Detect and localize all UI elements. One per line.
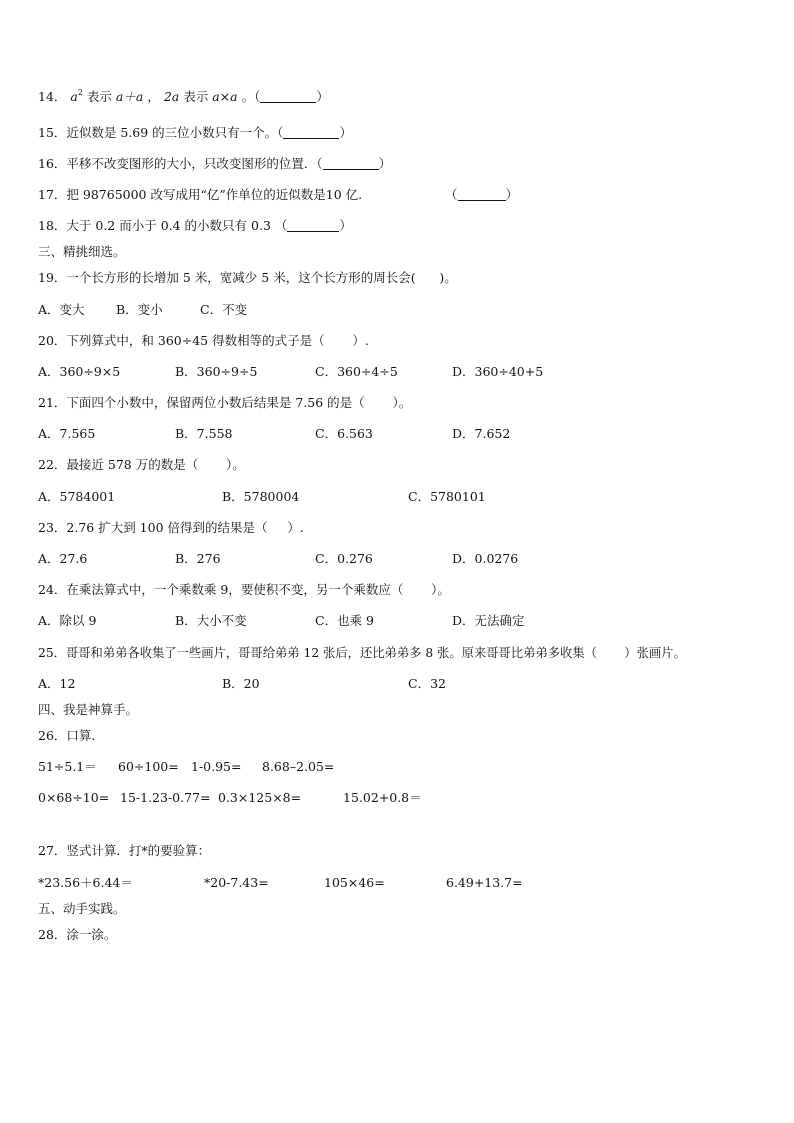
math-variable: a	[70, 89, 78, 104]
option-a[interactable]: A．5784001	[38, 489, 116, 504]
question-22	[38, 457, 245, 473]
options-25	[38, 676, 778, 692]
question-26	[38, 728, 95, 744]
option-c[interactable]: C．32	[408, 676, 446, 691]
text: （	[445, 187, 458, 202]
text: ）	[316, 89, 329, 104]
option-b[interactable]: B．5780004	[222, 489, 300, 504]
options-20	[38, 364, 778, 380]
question-19	[38, 270, 457, 286]
math-item: 0.3×125×8=	[218, 790, 302, 805]
question-24	[38, 582, 450, 598]
options-21	[38, 426, 778, 442]
vertical-calc-items	[38, 875, 778, 891]
options-23	[38, 551, 778, 567]
question-text: 24．在乘法算式中，一个乘数乘 9，要使积不变，另一个乘数应（ ）。	[38, 582, 450, 597]
calc-item: *23.56＋6.44＝	[38, 875, 133, 890]
question-text: 28．涂一涂。	[38, 927, 117, 942]
question-25	[38, 645, 686, 661]
calc-item: 105×46=	[324, 875, 385, 890]
question-21	[38, 395, 411, 411]
answer-blank[interactable]	[283, 126, 339, 139]
text: ）	[378, 156, 392, 171]
text: ）	[505, 187, 519, 202]
option-b[interactable]: B．20	[222, 676, 260, 691]
question-text: 21．下面四个小数中，保留两位小数后结果是 7.56 的是（ ）。	[38, 395, 412, 410]
option-c[interactable]: C．360÷4÷5	[315, 364, 398, 379]
section-heading: 四、我是神算手。	[38, 702, 139, 717]
calc-item: *20-7.43=	[204, 875, 269, 890]
option-a[interactable]: A．7.565	[38, 426, 96, 441]
section-heading: 三、精挑细选。	[38, 244, 126, 259]
math-item: 8.68–2.05=	[262, 759, 335, 774]
question-15	[38, 125, 352, 141]
option-b[interactable]: B．大小不变	[175, 613, 247, 628]
question-text: 23．2.76 扩大到 100 倍得到的结果是（ ）.	[38, 520, 304, 535]
question-number: 14．	[38, 89, 67, 104]
option-b[interactable]: B．276	[175, 551, 221, 566]
question-text: 26．口算.	[38, 728, 96, 743]
section-heading: 五、动手实践。	[38, 901, 126, 916]
math-item: 60÷100=	[118, 759, 179, 774]
mental-math-row-1	[38, 759, 778, 775]
math-expression: a×a	[212, 89, 238, 104]
option-d[interactable]: D．无法确定	[452, 613, 525, 628]
question-text: 18．大于 0.2 而小于 0.4 的小数只有 0.3 （	[38, 218, 288, 233]
option-b[interactable]: B．360÷9÷5	[175, 364, 258, 379]
mental-math-row-2	[38, 790, 778, 806]
option-a[interactable]: A．除以 9	[38, 613, 97, 628]
answer-blank[interactable]	[287, 219, 339, 232]
text: ，	[147, 89, 160, 104]
question-14	[38, 89, 329, 105]
option-a[interactable]: A．360÷9×5	[38, 364, 121, 379]
option-d[interactable]: D．0.0276	[452, 551, 519, 566]
answer-blank[interactable]	[260, 90, 316, 103]
option-a[interactable]: A．27.6	[38, 551, 88, 566]
text: ）	[339, 125, 352, 140]
answer-blank[interactable]	[458, 188, 506, 201]
question-20	[38, 333, 369, 349]
option-b[interactable]: B．变小	[116, 302, 163, 317]
option-b[interactable]: B．7.558	[175, 426, 233, 441]
options-24	[38, 613, 778, 629]
question-17	[38, 187, 362, 203]
option-c[interactable]: C．0.276	[315, 551, 373, 566]
math-expression: a＋a	[115, 89, 144, 104]
question-text: 20．下列算式中，和 360÷45 得数相等的式子是（ ）.	[38, 333, 369, 348]
options-19	[38, 302, 778, 318]
option-d[interactable]: D．360÷40+5	[452, 364, 544, 379]
math-item: 15-1.23-0.77=	[120, 790, 211, 805]
math-item: 15.02+0.8＝	[343, 790, 422, 805]
question-text: 25．哥哥和弟弟各收集了一些画片，哥哥给弟弟 12 张后，还比弟弟多 8 张。原来哥哥比弟弟多收集（ ）张画片。	[38, 646, 686, 660]
option-c[interactable]: C．6.563	[315, 426, 373, 441]
option-c[interactable]: C．5780101	[408, 489, 486, 504]
answer-blank[interactable]	[323, 157, 379, 170]
option-c[interactable]: C．不变	[200, 302, 248, 317]
option-d[interactable]: D．7.652	[452, 426, 511, 441]
option-c[interactable]: C．也乘 9	[315, 613, 374, 628]
question-28	[38, 927, 116, 943]
text: ）	[339, 218, 352, 233]
text: 表示	[183, 89, 209, 104]
math-expression: 2a	[163, 89, 180, 104]
question-17-answer	[445, 187, 518, 203]
question-text: 16．平移不改变图形的大小，只改变图形的位置．（	[38, 156, 323, 171]
question-16	[38, 156, 391, 172]
question-text: 17．把 98765000 改写成用“亿”作单位的近似数是10 亿.	[38, 187, 363, 202]
option-a[interactable]: A．12	[38, 676, 76, 691]
question-text: 27．竖式计算．打*的要验算：	[38, 843, 211, 858]
question-text: 22．最接近 578 万的数是（ ）。	[38, 457, 245, 472]
text: 。（	[241, 89, 261, 104]
text: 表示	[86, 89, 112, 104]
option-a[interactable]: A．变大	[38, 302, 85, 317]
exponent: 2	[77, 88, 83, 97]
question-18	[38, 218, 352, 234]
math-item: 51÷5.1＝	[38, 759, 97, 774]
calc-item: 6.49+13.7=	[446, 875, 523, 890]
question-27	[38, 843, 210, 859]
question-text: 15．近似数是 5.69 的三位小数只有一个。（	[38, 125, 284, 140]
question-23	[38, 520, 304, 536]
math-item: 1-0.95=	[191, 759, 242, 774]
question-text: 19．一个长方形的长增加 5 米，宽减少 5 米，这个长方形的周长会( )。	[38, 270, 457, 285]
options-22	[38, 489, 778, 505]
math-item: 0×68÷10=	[38, 790, 110, 805]
